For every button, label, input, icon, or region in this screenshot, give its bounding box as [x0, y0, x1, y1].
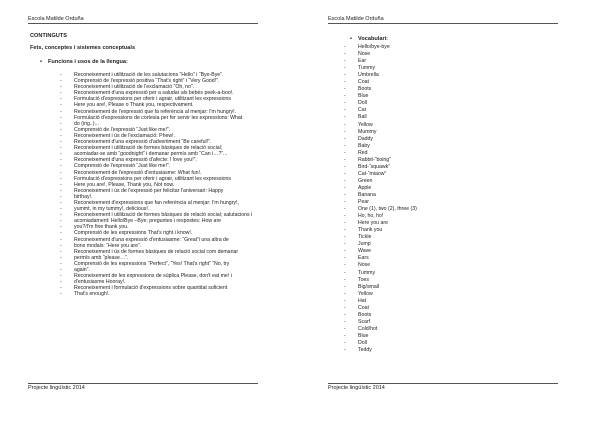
dash-marker: -: [344, 311, 346, 318]
list-item-text: Comprensió de l'expressió “Just like me!”.: [74, 126, 171, 133]
vocab-item: [344, 171, 544, 178]
dash-marker: -: [60, 120, 62, 127]
page-header: Escola Matilde Orduña: [328, 16, 558, 24]
list-item-text: d'entusiasme Hooray!.: [74, 279, 126, 286]
vocab-item: [344, 312, 544, 319]
vocab-item-text: Mummy: [358, 128, 377, 135]
vocab-item-text: Teddy: [358, 347, 372, 354]
vocab-item-text: Boots: [358, 311, 372, 318]
vocab-item: [344, 284, 544, 291]
vocab-item: [344, 206, 544, 213]
list-item-text: Reconeixement i ús de l'expressió per felicitar l'aniversari: Happy: [74, 187, 224, 194]
list-item-text: Comprensió de l'expressió positiva “That's right” i “Very Good!”.: [74, 78, 220, 85]
functions-list: [60, 72, 266, 297]
list-item-text: Formulació d'expressions de cortesia per fer servir les expressions: What: [74, 114, 243, 121]
dash-marker: -: [60, 108, 62, 115]
vocab-item: [344, 298, 544, 305]
vocab-item: [344, 79, 544, 86]
dash-marker: -: [60, 78, 62, 85]
vocab-item-text: Hat: [358, 297, 367, 304]
list-item-text: permís amb “please…”.: [74, 254, 129, 261]
list-item-text: That's enough!.: [74, 291, 110, 298]
dash-marker: -: [344, 149, 346, 156]
dash-marker: -: [344, 227, 346, 234]
dash-marker: -: [60, 181, 62, 188]
list-item-text: Comprensió de l'expressió “Just like me!”.: [74, 163, 171, 170]
dash-marker: -: [344, 191, 346, 198]
vocab-item: [344, 114, 544, 121]
dash-marker: -: [60, 157, 62, 164]
vocab-item-text: Coat: [358, 79, 369, 86]
dash-marker: -: [60, 139, 62, 146]
vocab-item-text: Apple: [358, 184, 372, 191]
dash-marker: -: [60, 206, 62, 213]
vocab-item-text: Nose: [358, 51, 371, 58]
vocab-item-text: Big/small: [358, 283, 380, 290]
list-item-text: Reconeixement d'expressions que fan referència al menjar: I'm hungry!,: [74, 199, 239, 206]
vocab-item-text: Ho, ho, ho!: [358, 213, 384, 220]
list-item-text: Reconeixement d'una expressió d'advertiment “Be careful!”.: [74, 139, 212, 146]
vocab-item: [344, 86, 544, 93]
vocab-item-text: One (1), two (2), three (3): [358, 206, 417, 213]
dash-marker: -: [344, 304, 346, 311]
list-item-text: acomiadament: Hello/Bye –Bye; preguntes i respostes: How are: [74, 218, 222, 225]
vocab-item-text: Wave: [358, 248, 372, 255]
dash-marker: -: [344, 177, 346, 184]
vocab-item-text: Umbrella: [358, 72, 379, 79]
list-item-text: Reconeixement d'una expressió d'entusiasme: “Great”i una altra de: [74, 236, 229, 243]
list-item-text: do (ing..)...: [74, 120, 99, 127]
dash-marker: -: [344, 213, 346, 220]
dash-marker: -: [344, 121, 346, 128]
dash-marker: -: [344, 72, 346, 79]
vocab-item-text: Jump: [358, 241, 371, 248]
dash-marker: -: [60, 254, 62, 261]
vocab-item-text: Ear: [358, 58, 367, 65]
vocab-item: [344, 333, 544, 340]
list-item-text: bons modals: “Here you are”.: [74, 242, 142, 249]
vocab-item: [344, 44, 544, 51]
vocab-item: [344, 199, 544, 206]
list-item-text: you?/I'm fine thank you.: [74, 224, 129, 231]
dash-marker: -: [344, 100, 346, 107]
list-item-text: Reconeixement de l'expressió que fa referència al menjar: I'm hungry!.: [74, 108, 237, 115]
dash-marker: -: [344, 339, 346, 346]
list-item: [60, 291, 266, 297]
list-item-text: Reconeixement d'una expressió per a saludar als bebès peek-a-boo!.: [74, 90, 234, 97]
vocab-item: [344, 129, 544, 136]
dash-marker: -: [344, 86, 346, 93]
functions-heading-label: Funcions i usos de la llengua:: [48, 59, 128, 65]
dash-marker: -: [60, 279, 62, 286]
list-item-text: Comprensió de les expressions That's right i know!.: [74, 230, 193, 237]
dash-marker: -: [344, 318, 346, 325]
list-item-text: Reconeixement i utilització de formes bàsiques de relació social; salutacions i: [74, 212, 253, 219]
dash-marker: -: [60, 126, 62, 133]
list-item-text: Reconeixement de l'expressió d'entusiasme: What fun!.: [74, 169, 202, 176]
vocab-item-text: Thank you: [358, 227, 383, 234]
vocab-item: [344, 326, 544, 333]
vocab-item-text: Tickle: [358, 234, 372, 241]
vocabulary-list: [344, 44, 544, 354]
dash-marker: -: [344, 163, 346, 170]
list-item-text: Formulació d'expressions per oferir i agrair, utilitzant les expressions: [74, 96, 231, 103]
vocab-item: [344, 72, 544, 79]
vocab-item-text: Doll: [358, 339, 367, 346]
dash-marker: -: [344, 156, 346, 163]
dash-marker: -: [344, 44, 346, 50]
list-item-text: Reconeixement i formulació d'expressions sobre quantitat suficient: [74, 285, 228, 292]
vocab-item: [344, 213, 544, 220]
vocab-item-text: Cold/hot: [358, 325, 378, 332]
list-item-text: Reconeixement de les expressions de súplica Please, don't eat me! i: [74, 273, 232, 280]
list-item-text: acomiadar-se amb “goodnight” i demanar permís amb “Can i…?”...: [74, 151, 228, 158]
list-item-text: Reconeixement d'una expressió d'afecte: I love you!”.: [74, 157, 197, 164]
dash-marker: -: [344, 65, 346, 72]
dash-marker: -: [60, 163, 62, 170]
vocab-item-text: Blue: [358, 332, 369, 339]
list-item-text: birthay!.: [74, 193, 93, 200]
vocab-item-text: Doll: [358, 100, 367, 107]
dash-marker: -: [60, 212, 62, 219]
dash-marker: -: [344, 262, 346, 269]
vocab-item: [344, 277, 544, 284]
dash-marker: -: [60, 72, 62, 78]
dash-marker: -: [344, 269, 346, 276]
vocab-item-text: Yellow: [358, 121, 373, 128]
dash-marker: -: [60, 96, 62, 103]
vocab-item: [344, 178, 544, 185]
dash-marker: -: [60, 84, 62, 91]
dash-marker: -: [344, 248, 346, 255]
vocab-item-text: Bird-“squawk”: [358, 163, 390, 170]
bullet-icon: •: [350, 36, 352, 42]
vocab-item: [344, 58, 544, 65]
dash-marker: -: [60, 114, 62, 121]
dash-marker: -: [344, 128, 346, 135]
section-subtitle: Fets, conceptes i sistemes conceptuals: [30, 45, 136, 51]
dash-marker: -: [60, 260, 62, 267]
vocab-item-text: Coat: [358, 304, 369, 311]
dash-marker: -: [60, 273, 62, 280]
list-item-text: Reconeixement i ús de l'exclamació: Phew!.: [74, 132, 176, 139]
dash-marker: -: [344, 142, 346, 149]
vocab-item: [344, 150, 544, 157]
dash-marker: -: [60, 230, 62, 237]
dash-marker: -: [60, 132, 62, 139]
dash-marker: -: [60, 242, 62, 249]
dash-marker: -: [60, 236, 62, 243]
dash-marker: -: [60, 291, 62, 298]
dash-marker: -: [60, 151, 62, 158]
page-header: Escola Matilde Orduña: [28, 16, 258, 24]
list-item-text: Reconeixement i ús de formes bàsiques de relació social com demanar: [74, 248, 239, 255]
dash-marker: -: [344, 332, 346, 339]
vocab-item: [344, 185, 544, 192]
list-item-text: again”.: [74, 267, 90, 273]
dash-marker: -: [344, 58, 346, 65]
dash-marker: -: [344, 276, 346, 283]
vocabulary-heading-label: Vocabulari:: [358, 36, 389, 42]
vocab-item-text: Cat-“miaow”: [358, 170, 387, 177]
list-item-text: Here you are!, Please, Thank you, Not now.: [74, 181, 175, 188]
vocab-item-text: Car: [358, 107, 367, 114]
vocab-item-text: Baby: [358, 142, 370, 149]
vocab-item: [344, 93, 544, 100]
vocab-item-text: Tummy: [358, 65, 376, 72]
vocab-item-text: Daddy: [358, 135, 373, 142]
vocab-item-text: Rabbit-“boing”: [358, 156, 391, 163]
dash-marker: -: [344, 199, 346, 206]
dash-marker: -: [344, 255, 346, 262]
vocab-item: [344, 270, 544, 277]
vocab-item: [344, 143, 544, 150]
list-item-text: yummt, in my tummy!, delicious!.: [74, 206, 150, 213]
vocab-item-text: Scarf: [358, 318, 371, 325]
list-item-text: Formulació d'expressions per oferir i agrair, utilitzant les expressions: [74, 175, 231, 182]
dash-marker: -: [60, 193, 62, 200]
page-title: CONTINGUTS: [30, 33, 67, 39]
list-item-text: Comprensió de les expressions “Perfect”, “Yes! That's right” “No, try: [74, 260, 230, 267]
vocab-item-text: Ears: [358, 255, 369, 262]
dash-marker: -: [60, 169, 62, 176]
dash-marker: -: [60, 224, 62, 231]
dash-marker: -: [344, 220, 346, 227]
vocab-item: [344, 192, 544, 199]
vocab-item: [344, 107, 544, 114]
vocab-item: [344, 319, 544, 326]
vocab-item-text: Hello/bye-bye: [358, 44, 390, 50]
list-item-text: Reconeixement i utilització de formes bàsiques de relació social;: [74, 145, 223, 152]
dash-marker: -: [344, 283, 346, 290]
dash-marker: -: [344, 241, 346, 248]
dash-marker: -: [60, 248, 62, 255]
vocab-item: [344, 248, 544, 255]
bullet-icon: •: [40, 59, 42, 65]
vocab-item-text: Nose: [358, 262, 371, 269]
dash-marker: -: [344, 93, 346, 100]
dash-marker: -: [344, 170, 346, 177]
dash-marker: -: [344, 79, 346, 86]
vocab-item: [344, 157, 544, 164]
vocab-item-text: Tummy: [358, 269, 376, 276]
vocab-item-text: Red: [358, 149, 368, 156]
dash-marker: -: [344, 114, 346, 121]
vocab-item-text: Green: [358, 177, 373, 184]
dash-marker: -: [60, 285, 62, 292]
vocab-item-text: Banana: [358, 191, 376, 198]
vocabulary-heading: [350, 36, 388, 42]
dash-marker: -: [344, 206, 346, 213]
dash-marker: -: [60, 267, 62, 273]
dash-marker: -: [60, 102, 62, 109]
dash-marker: -: [60, 187, 62, 194]
dash-marker: -: [344, 51, 346, 58]
dash-marker: -: [344, 297, 346, 304]
dash-marker: -: [344, 347, 346, 354]
page-footer: Projecte lingüístic 2014: [328, 383, 558, 391]
dash-marker: -: [60, 218, 62, 225]
vocab-item-text: Boots: [358, 86, 372, 93]
vocab-item: [344, 220, 544, 227]
dash-marker: -: [60, 199, 62, 206]
vocab-item: [344, 340, 544, 347]
dash-marker: -: [60, 175, 62, 182]
vocab-item: [344, 347, 544, 354]
vocab-item: [344, 100, 544, 107]
vocab-item: [344, 51, 544, 58]
dash-marker: -: [344, 290, 346, 297]
page-footer: Projecte lingüístic 2014: [28, 383, 258, 391]
vocab-item: [344, 241, 544, 248]
vocab-item: [344, 255, 544, 262]
vocab-item: [344, 234, 544, 241]
vocab-item: [344, 227, 544, 234]
vocab-item-text: Here you are: [358, 220, 388, 227]
dash-marker: -: [344, 234, 346, 241]
list-item-text: Here you are!, Please o Thank you, respectivament.: [74, 102, 194, 109]
list-item-text: Reconeixement i utilització de les salutacions “Hello” i “Bye-Bye”.: [74, 72, 224, 78]
vocab-item: [344, 136, 544, 143]
vocab-item-text: Yellow: [358, 290, 373, 297]
dash-marker: -: [344, 184, 346, 191]
dash-marker: -: [344, 107, 346, 114]
vocab-item: [344, 65, 544, 72]
vocab-item: [344, 305, 544, 312]
vocab-item-text: Toes: [358, 276, 369, 283]
vocab-item-text: Pear: [358, 199, 369, 206]
list-item-text: Reconeixement i utilització de l'exclamació “Oh, no”.: [74, 84, 195, 91]
vocab-item: [344, 291, 544, 298]
functions-heading: [40, 59, 128, 65]
dash-marker: -: [344, 135, 346, 142]
vocab-item-text: Ball: [358, 114, 367, 121]
vocab-item: [344, 122, 544, 129]
dash-marker: -: [344, 325, 346, 332]
vocab-item-text: Blue: [358, 93, 369, 100]
vocab-item: [344, 262, 544, 269]
dash-marker: -: [60, 145, 62, 152]
vocab-item: [344, 164, 544, 171]
dash-marker: -: [60, 90, 62, 97]
right-page: [300, 0, 600, 424]
